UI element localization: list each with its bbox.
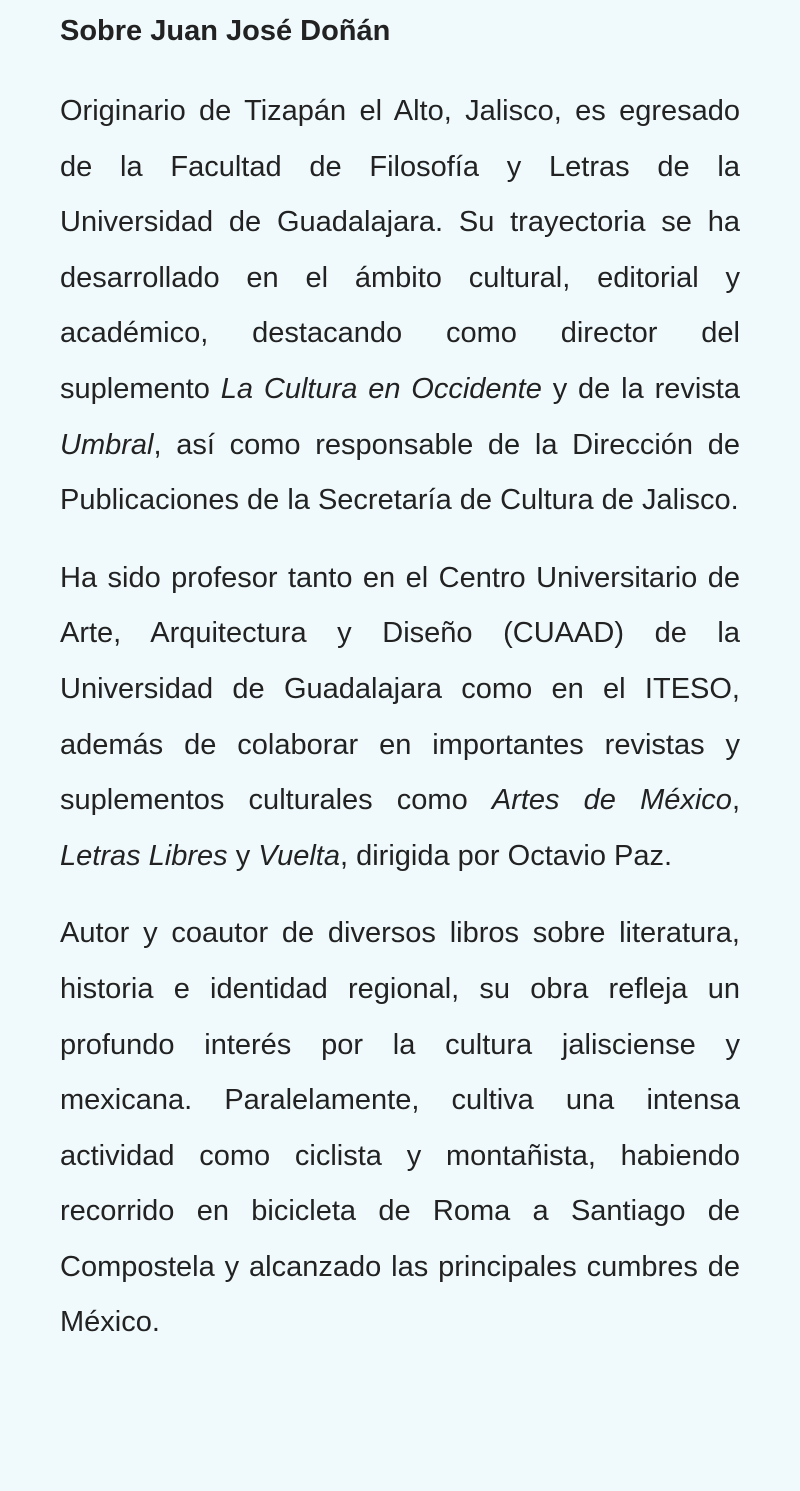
publication-title: Artes de México bbox=[491, 784, 732, 817]
bio-heading: Sobre Juan José Doñán bbox=[60, 15, 391, 47]
bio-paragraph-origin bbox=[60, 84, 740, 529]
bio-paragraph-works: Autor y coautor de diversos libros sobre literatura, historia e identidad regional, su obra refleja un profundo interés por la cultura jalisciense y mexicana. Paralelamente, cultiva una intensa actividad como ciclista y montañista, habiendo recorrido en bicicleta de Roma a Santiago de Compostela y alcanzado las principales cumbres de México. bbox=[60, 917, 740, 1339]
publication-title: Umbral bbox=[60, 428, 154, 461]
bio-text: , dirigida por Octavio Paz. bbox=[340, 839, 673, 872]
publication-title: Letras Libres bbox=[60, 839, 228, 872]
bio-text: y de la revista bbox=[541, 372, 740, 405]
publication-title: Vuelta bbox=[258, 839, 340, 872]
bio-paragraph-teaching bbox=[60, 551, 740, 885]
bio-text: Ha sido profesor tanto en el Centro Universitario de Arte, Arquitectura y Diseño (CUAAD) de la Universidad de Guadalajara como en el ITESO, además de colaborar en importantes revistas y suplementos culturales como bbox=[60, 561, 740, 817]
bio-text: , así como responsable de la Dirección de Publicaciones de la Secretaría de Cultura de Jalisco. bbox=[60, 428, 740, 517]
bio-text: Originario de Tizapán el Alto, Jalisco, es egresado de la Facultad de Filosofía y Letras de la Universidad de Guadalajara. Su trayectoria se ha desarrollado en el ámbito cultural, editorial y académico, destacando como director del suplemento bbox=[60, 95, 740, 405]
bio-text: , bbox=[731, 784, 740, 817]
publication-title: La Cultura en Occidente bbox=[220, 372, 542, 405]
bio-text: y bbox=[227, 839, 259, 872]
